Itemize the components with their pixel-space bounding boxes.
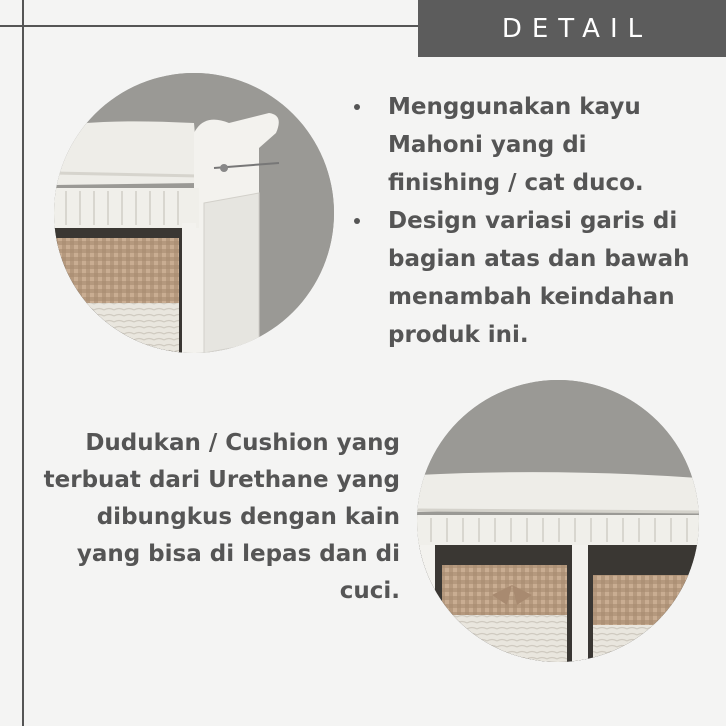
- cushion-description: Dudukan / Cushion yang terbuat dari Urethane yang dibungkus dengan kain yang bisa di lepas dan di cuci.: [43, 430, 400, 604]
- bullet-dot-icon: [354, 104, 360, 110]
- armrest-detail-photo: [54, 73, 334, 353]
- feature-text: Design variasi garis di bagian atas dan bawah menambah keindahan produk ini.: [388, 208, 690, 348]
- cushion-detail-photo: [417, 380, 699, 662]
- armrest-photo-illustration: [54, 73, 334, 353]
- detail-banner: [418, 0, 726, 57]
- cushion-photo-illustration: [417, 380, 699, 662]
- feature-text: Menggunakan kayu Mahoni yang di finishing / cat duco.: [388, 94, 644, 196]
- frame-line-vertical: [22, 0, 24, 726]
- feature-list: [354, 88, 704, 354]
- detail-title: DETAIL: [501, 13, 653, 44]
- feature-item: [354, 202, 704, 354]
- frame-line-horizontal: [0, 25, 418, 27]
- feature-item: [354, 88, 704, 202]
- bullet-dot-icon: [354, 218, 360, 224]
